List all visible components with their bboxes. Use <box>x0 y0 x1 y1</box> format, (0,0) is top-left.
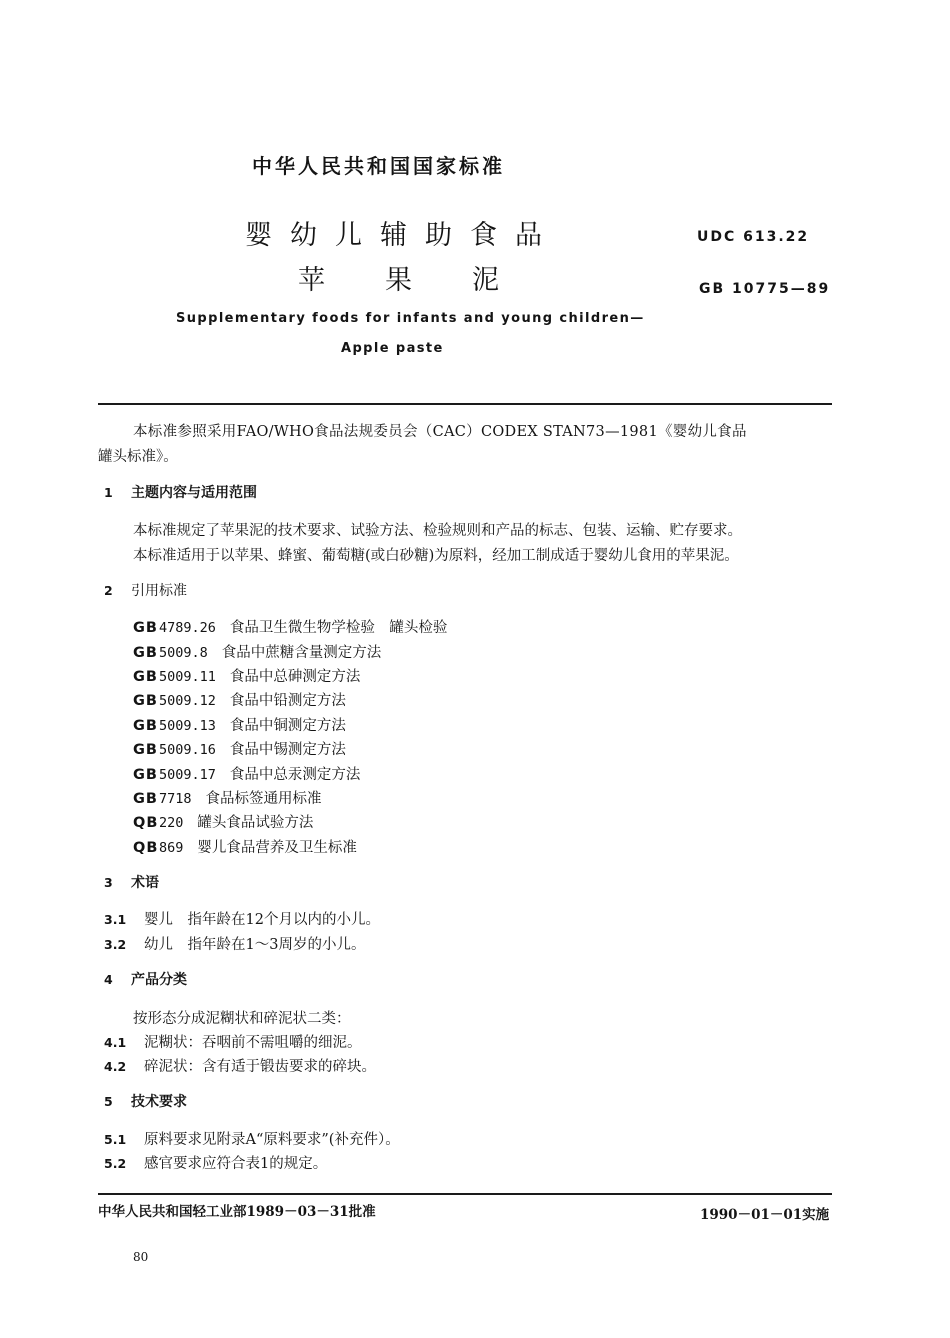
ref-item <box>133 665 360 686</box>
ref-number: 5009.11 <box>159 669 216 685</box>
term-text: 婴儿 指年龄在12个月以内的小儿。 <box>144 912 380 928</box>
section3-heading <box>104 872 159 892</box>
term-number: 3.2 <box>104 937 127 952</box>
term-item <box>104 908 380 929</box>
ref-title: 食品卫生微生物学检验 罐头检验 <box>229 620 448 636</box>
ref-item <box>133 836 357 857</box>
class-text: 泥糊状：吞咽前不需咀嚼的细泥。 <box>144 1035 362 1051</box>
ref-code: GB <box>133 620 158 636</box>
class-text: 碎泥状：含有适于锻齿要求的碎块。 <box>144 1059 376 1075</box>
section2-number: 2 <box>104 583 113 598</box>
ref-item <box>133 787 322 808</box>
class-number: 4.2 <box>104 1059 127 1074</box>
ref-number: 5009.16 <box>159 742 216 758</box>
ref-code: GB <box>133 718 158 734</box>
class-number: 4.1 <box>104 1035 127 1050</box>
ref-code: GB <box>133 645 158 661</box>
intro-line1: 本标准参照采用FAO/WHO食品法规委员会（CAC）CODEX STAN73—1981《婴幼儿食品 <box>133 424 747 440</box>
bottom-divider <box>98 1193 832 1195</box>
english-title-line1: Supplementary foods for infants and young children— <box>176 311 645 326</box>
ref-code: GB <box>133 791 158 807</box>
ref-title: 食品标签通用标准 <box>205 791 322 807</box>
section4-intro: 按形态分成泥糊状和碎泥状二类： <box>133 1011 351 1027</box>
section1-para2: 本标准适用于以苹果、蜂蜜、葡萄糖(或白砂糖)为原料，经加工制成适于婴幼儿食用的苹果泥。 <box>133 548 739 564</box>
ref-number: 5009.12 <box>159 693 216 709</box>
ref-number: 5009.17 <box>159 767 216 783</box>
ref-title: 食品中蔗糖含量测定方法 <box>221 645 382 661</box>
section5-heading <box>104 1091 187 1111</box>
approval-note: 中华人民共和国轻工业部1989－03－31批准 <box>98 1204 376 1220</box>
section5-title: 技术要求 <box>131 1094 187 1110</box>
ref-title: 食品中总砷测定方法 <box>229 669 361 685</box>
ref-number: 5009.13 <box>159 718 216 734</box>
section1-title: 主题内容与适用范围 <box>131 485 257 501</box>
ref-code: QB <box>133 815 159 831</box>
doc-title-line2: 苹果泥 <box>298 265 559 296</box>
ref-code: QB <box>133 840 159 856</box>
term-number: 3.1 <box>104 912 127 927</box>
ref-code: GB <box>133 693 158 709</box>
org-title: 中华人民共和国国家标准 <box>252 154 505 178</box>
section3-number: 3 <box>104 875 113 890</box>
ref-item <box>133 714 346 735</box>
section4-heading <box>104 969 187 989</box>
requirement-number: 5.1 <box>104 1132 127 1147</box>
ref-title: 婴儿食品营养及卫生标准 <box>197 840 357 856</box>
section2-heading <box>104 580 187 600</box>
term-text: 幼儿 指年龄在1～3周岁的小儿。 <box>144 937 366 953</box>
section1-para1: 本标准规定了苹果泥的技术要求、试验方法、检验规则和产品的标志、包装、运输、贮存要求。 <box>133 523 742 539</box>
ref-item <box>133 641 381 662</box>
requirement-item <box>104 1152 327 1173</box>
section4-title: 产品分类 <box>131 972 187 988</box>
intro-line2: 罐头标准》。 <box>98 449 178 465</box>
ref-title: 食品中铜测定方法 <box>229 718 346 734</box>
requirement-number: 5.2 <box>104 1156 127 1171</box>
requirement-item <box>104 1128 400 1149</box>
section4-number: 4 <box>104 972 113 987</box>
ref-number: 4789.26 <box>159 620 216 636</box>
doc-title-line1: 婴幼儿辅助食品 <box>245 220 560 251</box>
class-item <box>104 1055 376 1076</box>
page-number: 80 <box>133 1250 149 1264</box>
requirement-text: 感官要求应符合表1的规定。 <box>144 1156 328 1172</box>
ref-title: 食品中锡测定方法 <box>229 742 346 758</box>
ref-number: 869 <box>159 840 184 856</box>
top-divider <box>98 403 832 405</box>
ref-item <box>133 616 447 637</box>
section1-number: 1 <box>104 485 113 500</box>
ref-number: 220 <box>159 815 184 831</box>
section1-heading <box>104 482 257 502</box>
ref-item <box>133 763 360 784</box>
requirement-text: 原料要求见附录A“原料要求”(补充件）。 <box>144 1132 400 1148</box>
section3-title: 术语 <box>131 875 159 891</box>
ref-title: 食品中铅测定方法 <box>229 693 346 709</box>
ref-code: GB <box>133 669 158 685</box>
class-item <box>104 1031 362 1052</box>
section2-title: 引用标准 <box>131 583 187 599</box>
gb-code: GB 10775—89 <box>699 281 831 297</box>
term-item <box>104 933 365 954</box>
english-title-line2: Apple paste <box>341 341 444 356</box>
ref-title: 罐头食品试验方法 <box>197 815 314 831</box>
ref-number: 7718 <box>159 791 192 807</box>
ref-item <box>133 738 346 759</box>
udc-code: UDC 613.22 <box>697 229 810 245</box>
section5-number: 5 <box>104 1094 113 1109</box>
ref-item <box>133 689 346 710</box>
ref-item <box>133 811 313 832</box>
ref-code: GB <box>133 767 158 783</box>
ref-code: GB <box>133 742 158 758</box>
ref-number: 5009.8 <box>159 645 208 661</box>
ref-title: 食品中总汞测定方法 <box>229 767 361 783</box>
effective-date: 1990－01－01实施 <box>700 1207 830 1223</box>
